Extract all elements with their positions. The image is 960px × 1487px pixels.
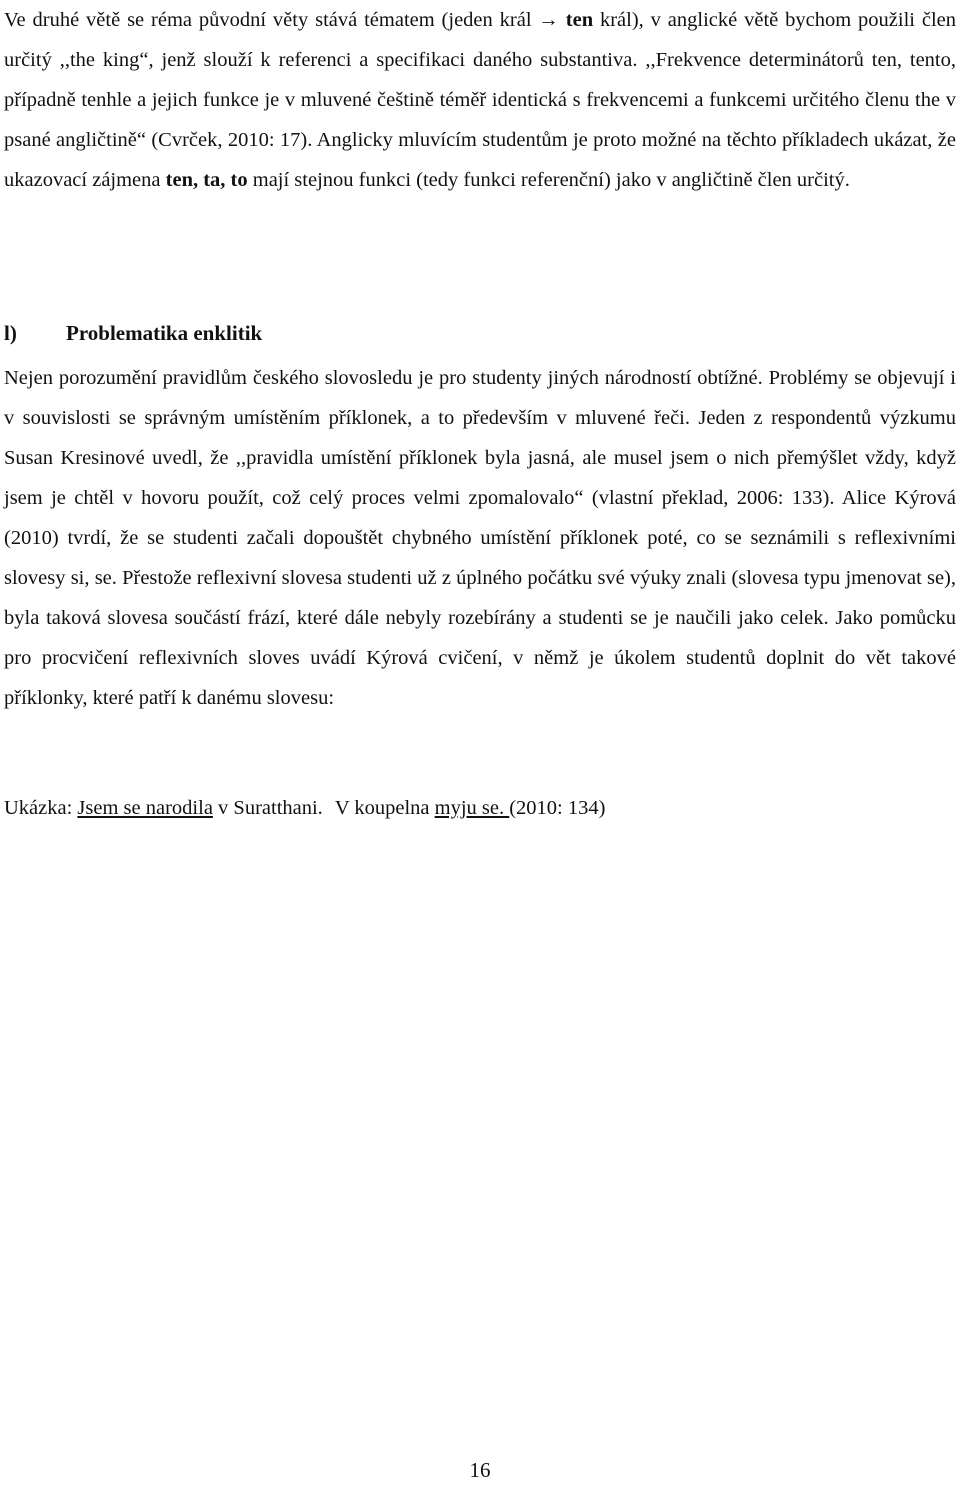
paragraph1-bold-ten: ten	[565, 9, 594, 31]
example-text-2: V koupelna	[334, 797, 435, 819]
section-letter: l)	[4, 321, 17, 345]
paragraph1-part2: král), v anglické větě bychom použili člen určitý ,,the king“, jenž slouží k referenci a specifikaci daného substantiva. ,,Frekvence determinátorů ten, tento, případně tenhle a jejich funkce je v mluvené češtině téměř identická s frekvencemi a funkcemi určitého členu the v psané angličtině“ (Cvrček, 2010: 17). Anglicky mluvícím studentům je proto možné na těchto příkladech ukázat, že ukazovací zájmena	[4, 9, 957, 191]
arrow-icon: →	[538, 9, 559, 31]
example-citation: (2010: 134)	[509, 797, 606, 819]
example-line	[4, 788, 956, 828]
example-text-1: v Suratthani.	[212, 797, 323, 819]
paragraph1-part3: mají stejnou funkci (tedy funkci referenční) jako v angličtině člen určitý.	[247, 169, 850, 191]
paragraph-enclitics: Nejen porozumění pravidlům českého slovosledu je pro studenty jiných národností obtížné. Problémy se objevují i v souvislosti se správným umístěním příklonek, a to především v mluvené řeči. Jeden z respondentů výzkumu Susan Kresinové uvedl, že ,,pravidla umístění příklonek byla jasná, ale musel jsem o nich přemýšlet vždy, když jsem je chtěl v hovoru použít, což celý proces velmi zpomalovalo“ (vlastní překlad, 2006: 133). Alice Kýrová (2010) tvrdí, že se studenti začali dopouštět chybného umístění příklonek poté, co se seznámili s reflexivními slovesy si, se. Přestože reflexivní slovesa studenti už z úplného počátku své výuky znali (slovesa typu jmenovat se), byla taková slovesa součástí frází, které dále nebyly rozebírány a studenti se je naučili jako celek. Jako pomůcku pro procvičení reflexivních sloves uvádí Kýrová cvičení, v němž je úkolem studentů doplnit do vět takové příklonky, které patří k danému slovesu:	[4, 367, 956, 709]
paragraph-demonstratives	[4, 0, 956, 200]
paragraph1-part1: Ve druhé větě se réma původní věty stává tématem (jeden král	[4, 9, 539, 31]
page-number: 16	[469, 1458, 491, 1482]
section-heading	[4, 316, 956, 350]
example-underlined-1: Jsem se narodila	[77, 797, 213, 819]
example-label: Ukázka:	[4, 797, 78, 819]
example-underlined-2: myju se.	[434, 797, 510, 819]
section-title: Problematika enklitik	[66, 321, 263, 345]
paragraph1-bold-pronouns: ten, ta, to	[165, 169, 248, 191]
